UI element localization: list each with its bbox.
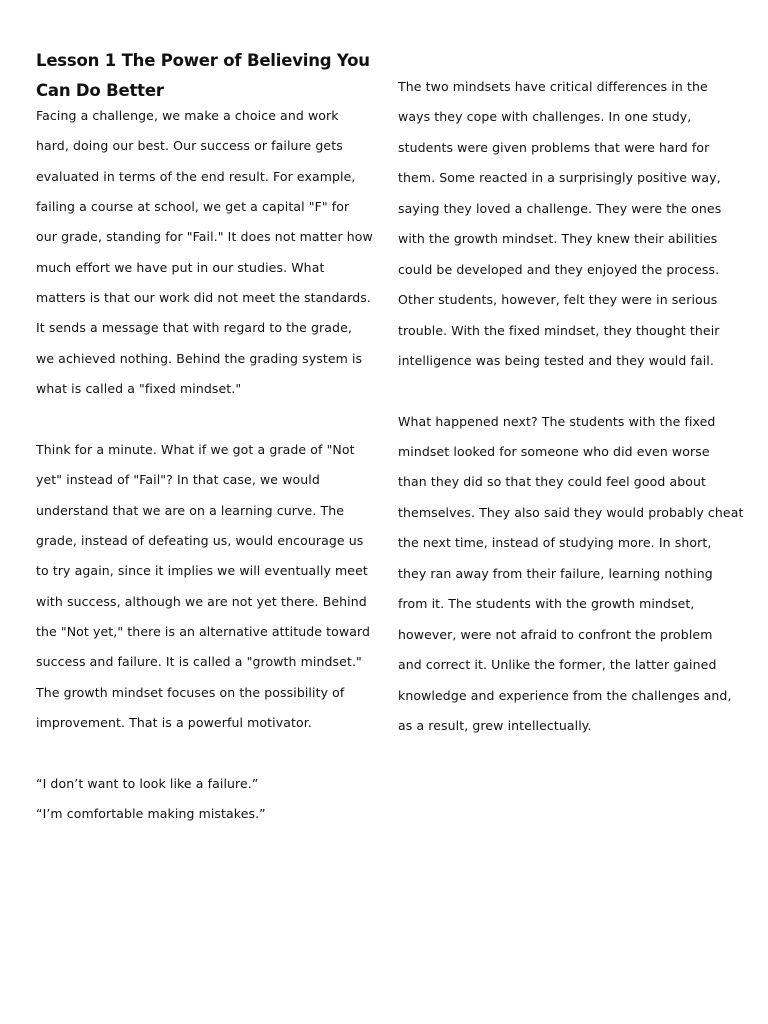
text-line: success and failure. It is called a "growth mindset." bbox=[36, 654, 362, 669]
text-line: however, were not afraid to confront the problem bbox=[398, 627, 713, 642]
text-line: hard, doing our best. Our success or failure gets bbox=[36, 138, 343, 153]
text-line: themselves. They also said they would probably cheat bbox=[398, 505, 744, 520]
text-line: to try again, since it implies we will eventually meet bbox=[36, 563, 368, 578]
text-line: mindset looked for someone who did even worse bbox=[398, 444, 710, 459]
text-line: what is called a "fixed mindset." bbox=[36, 381, 242, 396]
title-line: Lesson 1 The Power of Believing You bbox=[36, 51, 370, 70]
text-line: the "Not yet," there is an alternative attitude toward bbox=[36, 624, 371, 639]
text-line: our grade, standing for "Fail." It does not matter how bbox=[36, 229, 373, 244]
lesson-title bbox=[36, 46, 376, 106]
text-line: failing a course at school, we get a capital "F" for bbox=[36, 199, 350, 214]
text-line: improvement. That is a powerful motivator. bbox=[36, 715, 312, 730]
text-line: than they did so that they could feel good about bbox=[398, 474, 707, 489]
text-line: evaluated in terms of the end result. For example, bbox=[36, 169, 356, 184]
text-line: grade, instead of defeating us, would encourage us bbox=[36, 533, 364, 548]
text-line: from it. The students with the growth mindset, bbox=[398, 596, 695, 611]
text-line: matters is that our work did not meet the standards. bbox=[36, 290, 371, 305]
text-line: we achieved nothing. Behind the grading system is bbox=[36, 351, 363, 366]
text-line: yet" instead of "Fail"? In that case, we would bbox=[36, 472, 320, 487]
text-line: intelligence was being tested and they would fail. bbox=[398, 353, 714, 368]
text-line: What happened next? The students with the fixed bbox=[398, 414, 716, 429]
text-line: It sends a message that with regard to the grade, bbox=[36, 320, 352, 335]
text-line: could be developed and they enjoyed the process. bbox=[398, 262, 720, 277]
text-line: Other students, however, felt they were in serious bbox=[398, 292, 718, 307]
text-line: knowledge and experience from the challenges and, bbox=[398, 688, 732, 703]
text-line: ways they cope with challenges. In one study, bbox=[398, 109, 692, 124]
title-line: Can Do Better bbox=[36, 81, 164, 100]
text-line: and correct it. Unlike the former, the latter gained bbox=[398, 657, 717, 672]
text-line: Think for a minute. What if we got a grade of "Not bbox=[36, 442, 355, 457]
text-line: much effort we have put in our studies. What bbox=[36, 260, 325, 275]
text-line: them. Some reacted in a surprisingly positive way, bbox=[398, 170, 721, 185]
text-line: The two mindsets have critical differences in the bbox=[398, 79, 708, 94]
text-line: they ran away from their failure, learning nothing bbox=[398, 566, 713, 581]
text-line: students were given problems that were hard for bbox=[398, 140, 710, 155]
text-line: trouble. With the fixed mindset, they thought their bbox=[398, 323, 720, 338]
text-line: as a result, grew intellectually. bbox=[398, 718, 592, 733]
text-line: Facing a challenge, we make a choice and work bbox=[36, 108, 339, 123]
quote-line: “I’m comfortable making mistakes.” bbox=[36, 806, 266, 821]
text-line: the next time, instead of studying more. In short, bbox=[398, 535, 712, 550]
text-line: The growth mindset focuses on the possibility of bbox=[36, 685, 345, 700]
quote-line: “I don’t want to look like a failure.” bbox=[36, 776, 259, 791]
text-line: with success, although we are not yet there. Behind bbox=[36, 594, 367, 609]
text-line: saying they loved a challenge. They were the ones bbox=[398, 201, 722, 216]
text-line: with the growth mindset. They knew their abilities bbox=[398, 231, 718, 246]
text-line: understand that we are on a learning curve. The bbox=[36, 503, 345, 518]
